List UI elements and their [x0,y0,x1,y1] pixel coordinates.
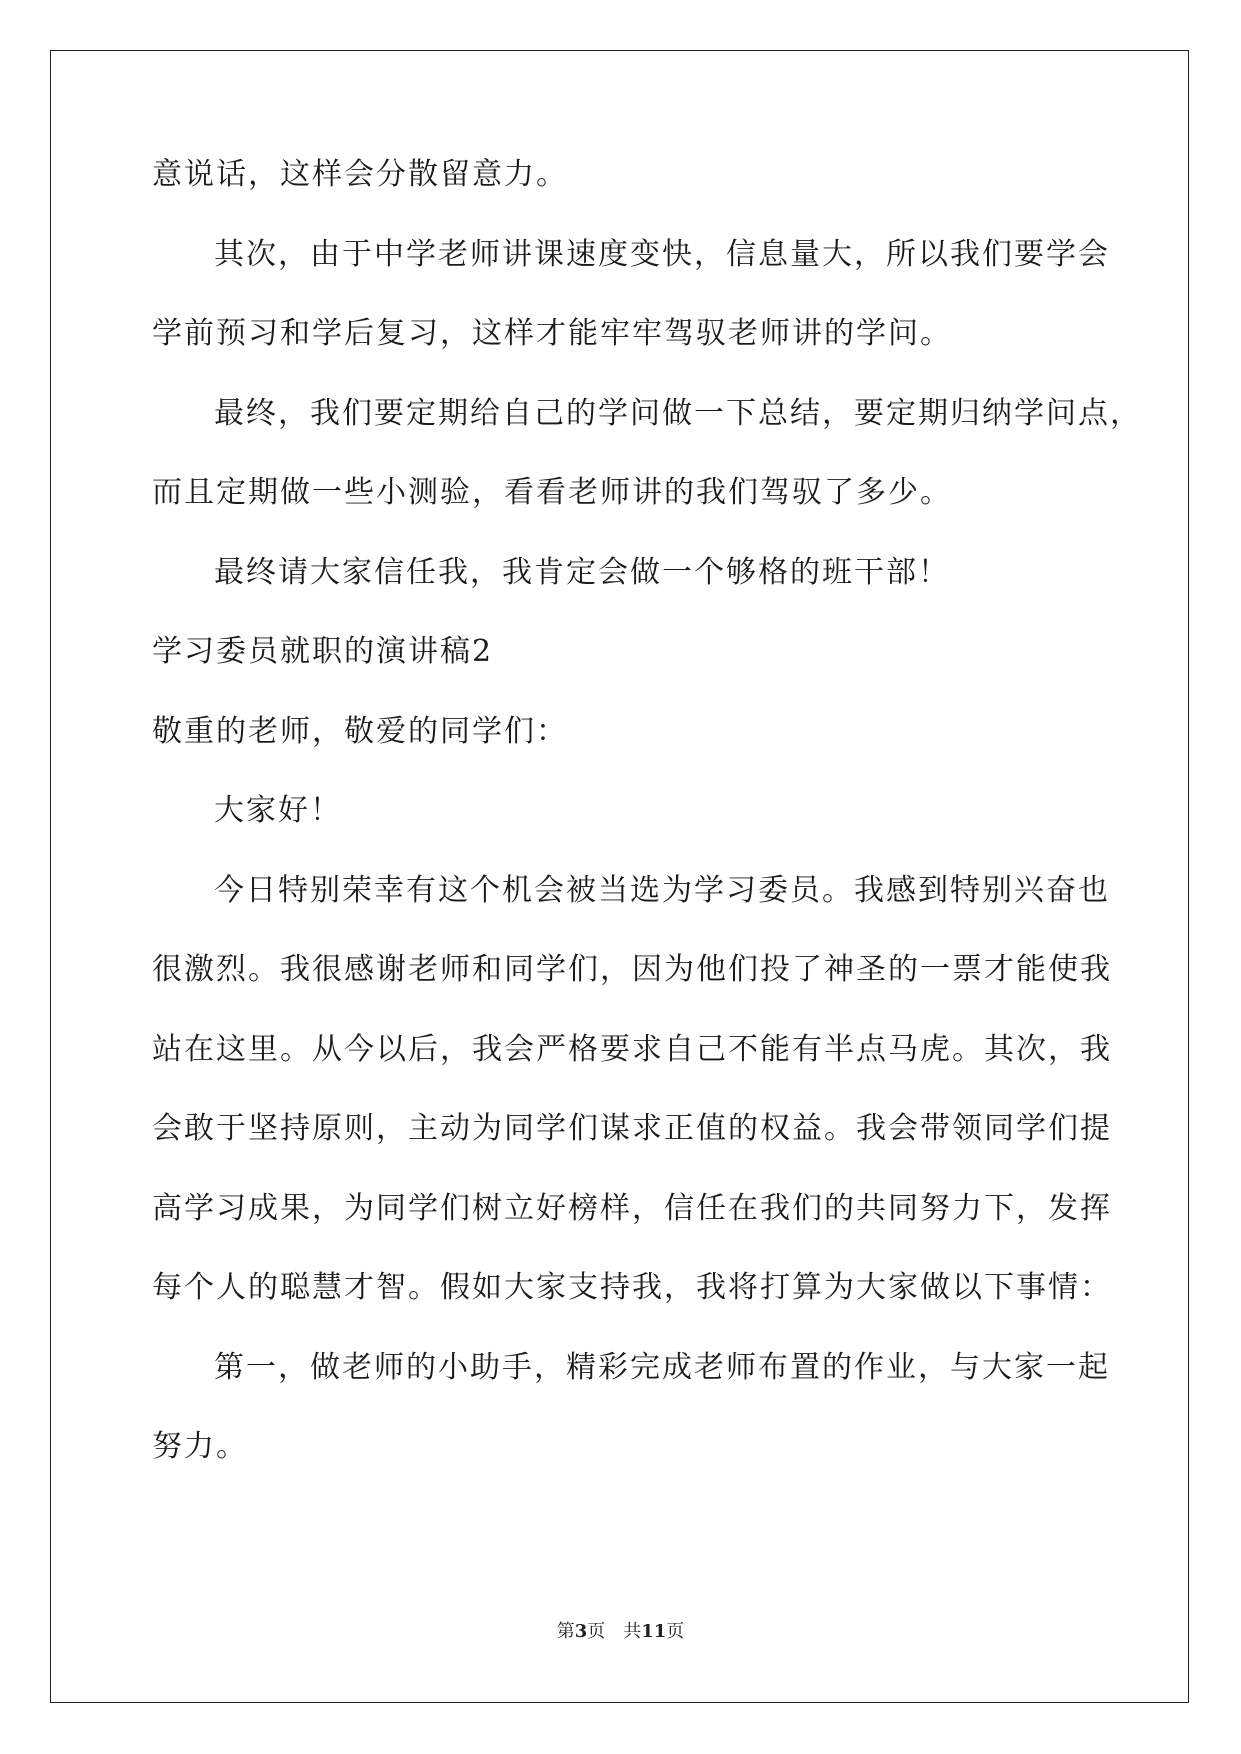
text-line: 最终请大家信任我，我肯定会做一个够格的班干部！ [214,554,950,590]
page-suffix: 页 [587,1621,606,1642]
page-total: 11 [641,1621,667,1642]
text-line: 第一，做老师的小助手，精彩完成老师布置的作业，与大家一起 [214,1349,1110,1385]
text-line: 今日特别荣幸有这个机会被当选为学习委员。我感到特别兴奋也 [214,872,1110,908]
document-body [152,155,1142,1507]
total-suffix: 页 [666,1621,685,1642]
text-line: 努力。 [152,1429,248,1464]
text-line: 而且定期做一些小测验，看看老师讲的我们驾驭了多少。 [152,475,952,510]
section-heading: 学习委员就职的演讲稿2 [152,634,494,669]
text-line: 意说话，这样会分散留意力。 [152,157,568,192]
greeting: 大家好！ [214,793,342,828]
total-prefix: 共 [623,1621,642,1642]
text-line: 学前预习和学后复习，这样才能牢牢驾驭老师讲的学问。 [152,316,952,351]
text-line: 每个人的聪慧才智。假如大家支持我，我将打算为大家做以下事情： [152,1270,1112,1305]
text-line: 高学习成果，为同学们树立好榜样，信任在我们的共同努力下，发挥 [152,1190,1112,1226]
text-line: 会敢于坚持原则，主动为同学们谋求正值的权益。我会带领同学们提 [152,1111,1112,1146]
text-line: 站在这里。从今以后，我会严格要求自己不能有半点马虎。其次，我 [152,1031,1112,1067]
text-line: 很激烈。我很感谢老师和同学们，因为他们投了神圣的一票才能使我 [152,952,1112,987]
page-current: 3 [574,1621,588,1642]
page-footer [0,1620,1241,1644]
text-line: 其次，由于中学老师讲课速度变快，信息量大，所以我们要学会 [214,236,1110,272]
text-line: 最终，我们要定期给自己的学问做一下总结，要定期归纳学问点， [214,395,1142,431]
page-prefix: 第 [556,1621,575,1642]
salutation: 敬重的老师，敬爱的同学们： [152,713,568,749]
